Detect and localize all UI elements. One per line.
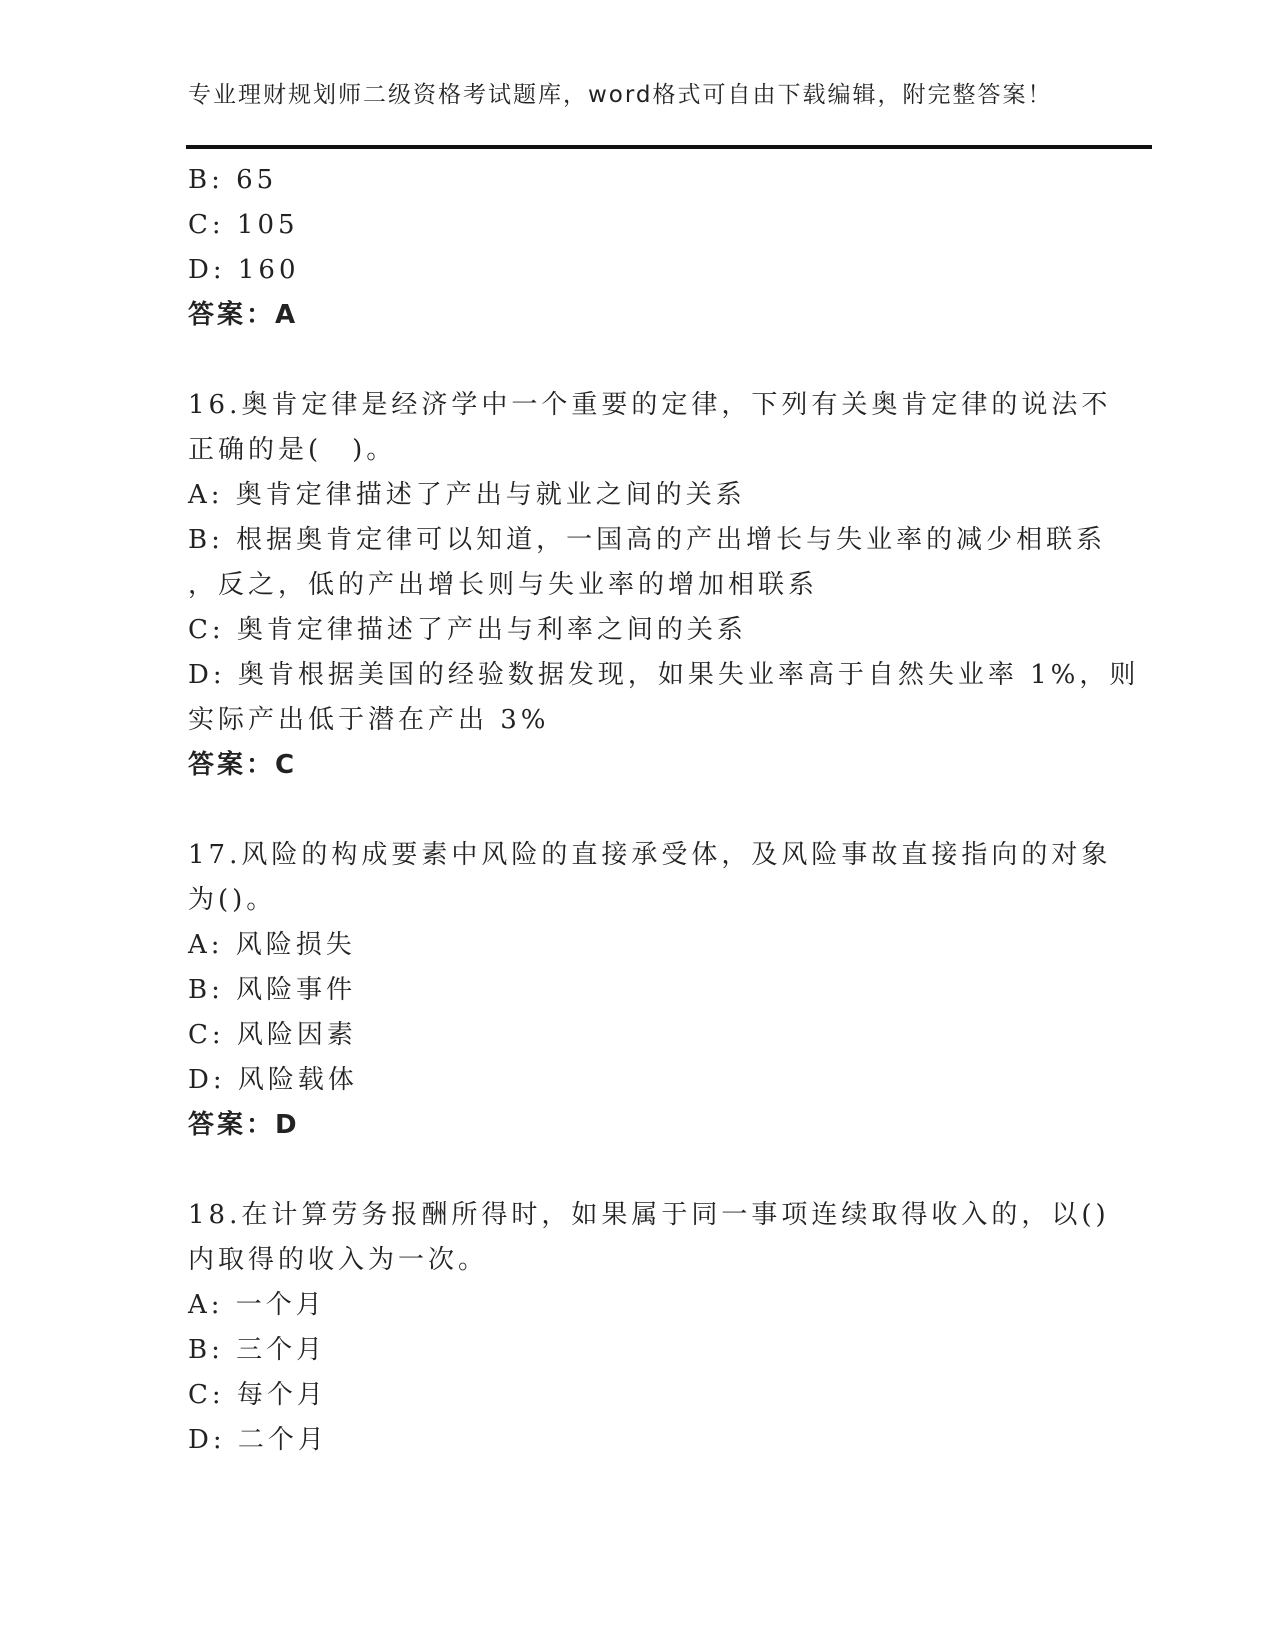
option-d: D: 160 [188, 255, 300, 285]
question-stem-continued: 为()。 [188, 885, 277, 915]
question-spacer [188, 1148, 1098, 1193]
question-stem: 18.在计算劳务报酬所得时，如果属于同一事项连续取得收入的，以() [188, 1200, 1110, 1230]
option-c: C: 每个月 [188, 1380, 327, 1410]
question-spacer [188, 338, 1098, 383]
option-d: D: 奥肯根据美国的经验数据发现，如果失业率高于自然失业率 1%，则 [188, 660, 1140, 690]
option-d: D: 风险载体 [188, 1065, 358, 1095]
question-stem: 16.奥肯定律是经济学中一个重要的定律，下列有关奥肯定律的说法不 [188, 390, 1112, 420]
question-stem: 17.风险的构成要素中风险的直接承受体，及风险事故直接指向的对象 [188, 840, 1112, 870]
answer: 答案：C [188, 750, 298, 780]
question-15-tail [188, 158, 1098, 338]
header-divider [186, 145, 1152, 149]
option-b: B: 三个月 [188, 1335, 327, 1365]
question-spacer [188, 788, 1098, 833]
option-a: A: 一个月 [188, 1290, 326, 1320]
question-16 [188, 383, 1140, 788]
option-d: D: 二个月 [188, 1425, 328, 1455]
option-d-continued: 实际产出低于潜在产出 3% [188, 705, 550, 735]
question-stem-continued: 内取得的收入为一次。 [188, 1245, 489, 1275]
option-a: A: 奥肯定律描述了产出与就业之间的关系 [188, 480, 746, 510]
question-list [188, 158, 1140, 1463]
option-c: C: 奥肯定律描述了产出与利率之间的关系 [188, 615, 747, 645]
option-a: A: 风险损失 [188, 930, 356, 960]
option-b: B: 根据奥肯定律可以知道，一国高的产出增长与失业率的减少相联系 [188, 525, 1107, 555]
question-18 [188, 1193, 1110, 1463]
question-17 [188, 833, 1112, 1148]
option-b: B: 65 [188, 165, 278, 195]
option-b: B: 风险事件 [188, 975, 357, 1005]
option-b-continued: ，反之，低的产出增长则与失业率的增加相联系 [188, 570, 819, 600]
option-c: C: 风险因素 [188, 1020, 357, 1050]
option-c: C: 105 [188, 210, 299, 240]
answer: 答案：D [188, 1110, 300, 1140]
answer: 答案：A [188, 300, 299, 330]
page-header: 专业理财规划师二级资格考试题库，word格式可自由下载编辑，附完整答案！ [188, 82, 1053, 108]
question-stem-continued: 正确的是( )。 [188, 435, 397, 465]
